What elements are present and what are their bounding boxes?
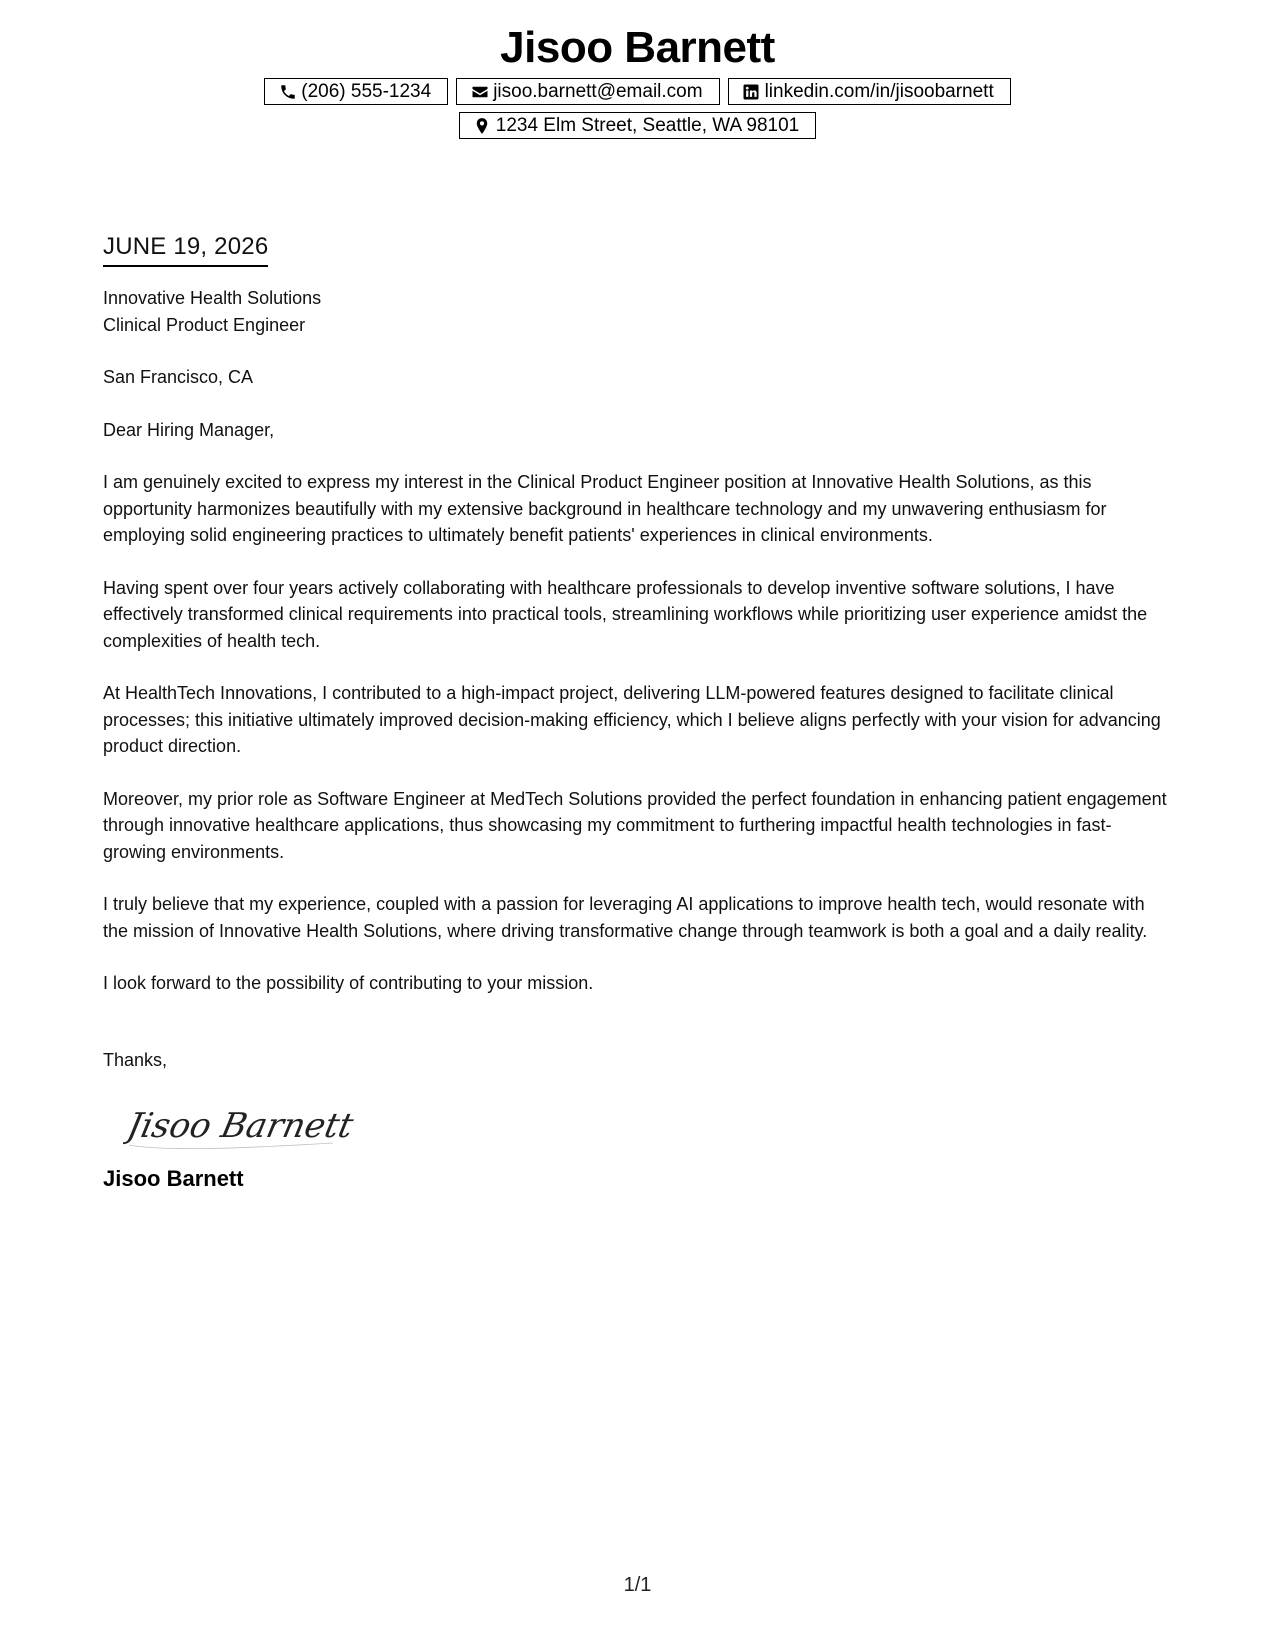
address-text: 1234 Elm Street, Seattle, WA 98101 (495, 114, 800, 136)
recipient-location: San Francisco, CA (103, 367, 254, 387)
recipient-position: Clinical Product Engineer (103, 314, 306, 335)
letter-header (0, 18, 1275, 139)
phone-text: (206) 555-1234 (301, 80, 432, 102)
map-pin-icon (473, 116, 492, 135)
contact-row (0, 78, 1275, 105)
phone-chip (264, 78, 448, 105)
body-paragraph: Having spent over four years actively collaborating with healthcare professionals to develop inventive software solutions, I have effectively transformed clinical requirements into practical tools, streamlining workflows while prioritizing user experience amidst the complexities of health tech. (103, 577, 1148, 651)
address-row (0, 112, 1275, 139)
closing: Thanks, (103, 1049, 168, 1070)
envelope-icon (470, 82, 489, 101)
page-number: 1/1 (623, 1574, 652, 1596)
email-text: jisoo.barnett@email.com (493, 80, 703, 102)
body-paragraph: Moreover, my prior role as Software Engineer at MedTech Solutions provided the perfect foundation in enhancing patient engagement through innovative healthcare applications, thus showcasing my commitment to furthering impactful health technologies in fast-growing environments. (103, 788, 1167, 862)
body-paragraph: I look forward to the possibility of contributing to your mission. (103, 973, 594, 993)
email-chip (456, 78, 719, 105)
salutation: Dear Hiring Manager, (103, 419, 275, 440)
linkedin-text: linkedin.com/in/jisoobarnett (764, 80, 994, 102)
signer-name: Jisoo Barnett (103, 1166, 244, 1191)
linkedin-icon (742, 82, 761, 101)
handwritten-signature (123, 1093, 383, 1157)
signature-script: Jisoo Barnett (123, 1106, 357, 1146)
applicant-name: Jisoo Barnett (500, 23, 775, 72)
linkedin-chip (728, 78, 1011, 105)
body-paragraph: I truly believe that my experience, coupled with a passion for leveraging AI applications to improve health tech, would resonate with the mission of Innovative Health Solutions, where driving transformative change through teamwork is both a goal and a daily reality. (103, 894, 1148, 941)
phone-icon (278, 82, 297, 101)
address-chip (459, 112, 816, 139)
recipient-company: Innovative Health Solutions (103, 288, 322, 308)
body-paragraph: At HealthTech Innovations, I contributed to a high-impact project, delivering LLM-powered features designed to facilitate clinical processes; this initiative ultimately improved decision-making efficiency, which I believe aligns perfectly with your vision for advancing product direction. (103, 683, 1161, 756)
recipient-block (103, 285, 1173, 338)
letter-body (103, 232, 1173, 1193)
body-paragraph: I am genuinely excited to express my interest in the Clinical Product Engineer position at Innovative Health Solutions, as this opportunity harmonizes beautifully with my extensive background in healthcare technology and my unwavering enthusiasm for employing solid engineering practices to ultimately benefit patients' experiences in clinical environments. (103, 472, 1107, 545)
letter-date: JUNE 19, 2026 (103, 232, 268, 267)
